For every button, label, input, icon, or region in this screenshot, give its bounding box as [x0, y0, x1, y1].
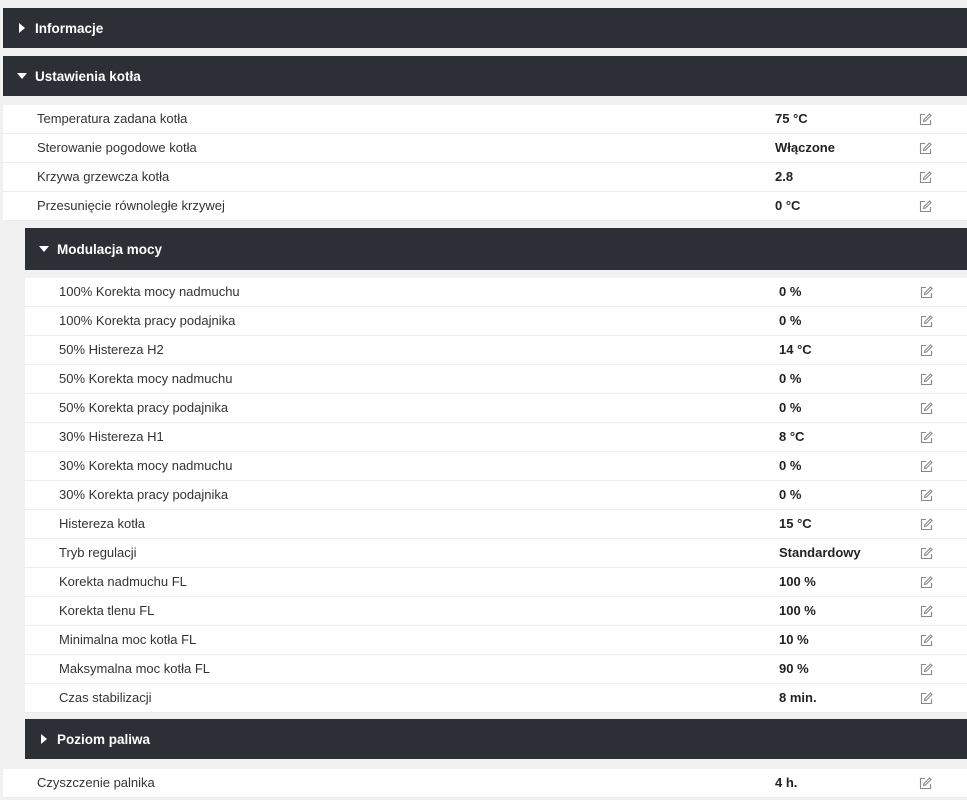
section-title: Informacje [35, 20, 104, 36]
setting-value: 8 °C [779, 429, 805, 444]
setting-label: 100% Korekta pracy podajnika [59, 313, 236, 328]
setting-row [25, 452, 967, 481]
setting-label: 30% Korekta pracy podajnika [59, 487, 229, 502]
edit-icon[interactable] [920, 547, 933, 560]
section-title: Poziom paliwa [57, 731, 151, 747]
edit-icon[interactable] [920, 605, 933, 618]
setting-row [25, 423, 967, 452]
setting-label: 100% Korekta mocy nadmuchu [59, 284, 240, 299]
section-title: Ustawienia kotła [35, 68, 141, 84]
setting-label: 50% Histereza H2 [59, 342, 164, 357]
setting-row [25, 365, 967, 394]
setting-value: 0 % [779, 284, 802, 299]
setting-value: 8 min. [779, 690, 817, 705]
setting-label: Temperatura zadana kotła [37, 111, 188, 126]
edit-icon[interactable] [920, 489, 933, 502]
edit-icon[interactable] [920, 315, 933, 328]
setting-row [25, 510, 967, 539]
setting-row [25, 481, 967, 510]
edit-icon[interactable] [920, 431, 933, 444]
edit-icon[interactable] [920, 460, 933, 473]
setting-label: Korekta nadmuchu FL [59, 574, 187, 589]
edit-icon[interactable] [919, 777, 932, 790]
edit-icon[interactable] [919, 142, 932, 155]
setting-value: Włączone [775, 140, 835, 155]
setting-label: Minimalna moc kotła FL [59, 632, 197, 647]
section-header-poziom-paliwa[interactable] [25, 719, 967, 759]
setting-value: 0 % [779, 400, 802, 415]
setting-row [25, 655, 967, 684]
edit-icon[interactable] [920, 402, 933, 415]
setting-value: 2.8 [775, 169, 794, 184]
setting-label: 50% Korekta mocy nadmuchu [59, 371, 233, 386]
setting-value: 15 °C [779, 516, 812, 531]
edit-icon[interactable] [920, 518, 933, 531]
setting-label: Korekta tlenu FL [59, 603, 155, 618]
setting-label: Sterowanie pogodowe kotła [37, 140, 197, 155]
edit-icon[interactable] [920, 576, 933, 589]
setting-value: 100 % [779, 603, 816, 618]
setting-label: 50% Korekta pracy podajnika [59, 400, 229, 415]
triangle-right-icon [39, 734, 49, 744]
setting-row [25, 626, 967, 655]
setting-row [25, 394, 967, 423]
setting-value: 10 % [779, 632, 809, 647]
section-title: Modulacja mocy [57, 241, 163, 257]
triangle-right-icon [17, 23, 27, 33]
section-header-modulacja-mocy[interactable] [25, 228, 967, 270]
setting-value: 0 °C [775, 198, 801, 213]
setting-row [25, 336, 967, 365]
section-header-ustawienia-kotla[interactable] [3, 56, 967, 96]
setting-value: 0 % [779, 458, 802, 473]
triangle-down-icon [39, 244, 49, 254]
setting-row [25, 539, 967, 568]
setting-value: 4 h. [775, 775, 798, 790]
setting-row [25, 684, 967, 713]
section-header-informacje[interactable] [3, 8, 967, 48]
setting-row [3, 163, 967, 192]
setting-row [25, 307, 967, 336]
setting-label: 30% Korekta mocy nadmuchu [59, 458, 233, 473]
setting-label: Tryb regulacji [59, 545, 137, 560]
setting-value: 0 % [779, 371, 802, 386]
setting-row [25, 568, 967, 597]
setting-value: 14 °C [779, 342, 812, 357]
setting-row [25, 278, 967, 307]
bottom-settings-list [3, 769, 967, 798]
setting-row [3, 769, 967, 798]
setting-row [3, 192, 967, 221]
setting-label: Czas stabilizacji [59, 690, 152, 705]
setting-label: Czyszczenie palnika [37, 775, 155, 790]
setting-label: Przesunięcie równoległe krzywej [37, 198, 225, 213]
modulation-settings-list [25, 278, 967, 713]
boiler-settings-list [3, 105, 967, 221]
edit-icon[interactable] [920, 344, 933, 357]
setting-label: Krzywa grzewcza kotła [37, 169, 170, 184]
edit-icon[interactable] [919, 171, 932, 184]
edit-icon[interactable] [920, 373, 933, 386]
setting-value: Standardowy [779, 545, 861, 560]
edit-icon[interactable] [920, 286, 933, 299]
triangle-down-icon [17, 71, 27, 81]
setting-label: Maksymalna moc kotła FL [59, 661, 210, 676]
edit-icon[interactable] [920, 634, 933, 647]
setting-value: 0 % [779, 487, 802, 502]
edit-icon[interactable] [920, 692, 933, 705]
edit-icon[interactable] [919, 200, 932, 213]
setting-value: 100 % [779, 574, 816, 589]
setting-row [3, 134, 967, 163]
setting-row [25, 597, 967, 626]
setting-value: 0 % [779, 313, 802, 328]
setting-value: 90 % [779, 661, 809, 676]
edit-icon[interactable] [919, 113, 932, 126]
setting-label: Histereza kotła [59, 516, 145, 531]
setting-row [3, 105, 967, 134]
setting-label: 30% Histereza H1 [59, 429, 164, 444]
edit-icon[interactable] [920, 663, 933, 676]
setting-value: 75 °C [775, 111, 808, 126]
